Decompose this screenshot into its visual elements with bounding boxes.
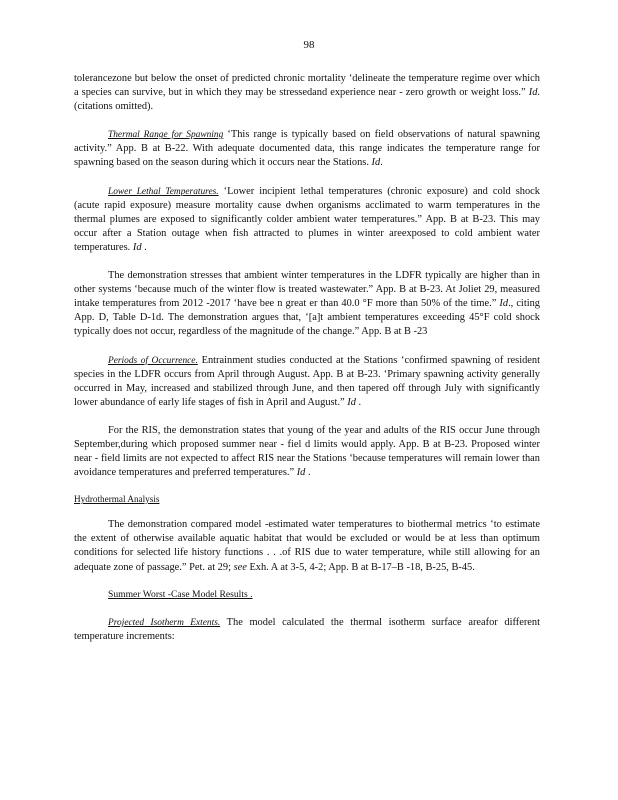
- paragraph-text-continued: Exh. A at 3-5, 4-2; App. B at B-17–B -18, B-25, B-45.: [246, 561, 475, 573]
- paragraph-text: Entrainment studies conducted at the Stations ‘confirmed spawning of resident species in the LDFR occurs from April through August. App. B at B-23. ‘Primary spawning activity generally occurred in May, increased and stabilized through June, and then tapered off through July with significantly lower abundance of early life stages of fish in April and August.”: [74, 354, 540, 408]
- document-body: [74, 72, 540, 658]
- paragraph-isotherm-extents: [74, 616, 540, 644]
- paragraph-text: The demonstration stresses that ambient winter temperatures in the LDFR typically are higher than in other systems ‘because much of the winter flow is treated wastewater.” App. B at B-23. At Joliet 29, measured intake temperatures from 2012 -2017 ‘have bee n great er than 40.0 °F more than 50% of the time.”: [74, 270, 540, 310]
- paragraph-periods-occurrence: [74, 354, 540, 410]
- paragraph-model-comparison: [74, 518, 540, 574]
- paragraph-ambient-winter: [74, 269, 540, 339]
- citation-id: Id: [296, 467, 306, 479]
- paragraph-tolerance-zone: [74, 72, 540, 114]
- paragraph-text: The demonstration compared model -estimated water temperatures to biothermal metrics ‘to estimate the extent of otherwise available aquatic habitat that would be excluded or would be at less than optimum conditions for selected life history functions . . .of RIS due to water temperature, while still allowing for an adequate zone of passage.” Pet. at 29;: [74, 519, 540, 573]
- paragraph-tail: .: [380, 157, 383, 169]
- paragraph-text: The model calculated the thermal isotherm surface areafor different temperature increments:: [74, 616, 540, 642]
- signal-see: see: [233, 561, 247, 573]
- inline-heading-lower-lethal: Lower Lethal Temperatures.: [108, 186, 219, 197]
- inline-heading-isotherm: Projected Isotherm Extents.: [108, 617, 221, 628]
- paragraph-text: ‘This range is typically based on field observations of natural spawning activity.” App. B at B-22. With adequate documented data, this range indicates the temperature range for spawning based on the season during which it occurs near the Stations.: [74, 129, 541, 169]
- citation-id: Id: [528, 87, 538, 99]
- paragraph-tail: .: [307, 467, 311, 479]
- inline-heading-periods: Periods of Occurrence.: [108, 355, 198, 366]
- paragraph-tail: .: [144, 241, 147, 253]
- citation-id: Id: [132, 241, 142, 253]
- paragraph-text: ‘Lower incipient lethal temperatures (chronic exposure) and cold shock (acute rapid exposure) measure mortality cause dwhen organisms acclimated to warm temperatures in the thermal plumes are exposed to significantly colder ambient water temperatures.” App. B at B-23. This may occur after a Station outage when fish attracted to plumes in winter areexposed to cold ambient water temperatures.: [74, 185, 540, 253]
- paragraph-text-continued: ., citing App. D, Table D-1d. The demonstration argues that, ‘[a]t ambient temperatures exceeding 45°F cold shock typically does not occur, regardless of the magnitude of the change.” App. B at B -23: [74, 298, 540, 338]
- citation-id: Id: [347, 396, 356, 408]
- page-number: 98: [303, 39, 315, 51]
- section-heading-hydrothermal: Hydrothermal Analysis: [74, 494, 160, 505]
- paragraph-lower-lethal: [74, 185, 540, 255]
- citation-id: Id: [499, 298, 509, 310]
- citation-id: Id: [371, 157, 381, 169]
- paragraph-text: For the RIS, the demonstration states that young of the year and adults of the RIS occur June through September,during which proposed summer near - fiel d limits would apply. App. B at B-23. Proposed winter near - field limits are not expected to affect RIS near the Stations ‘because temperatures will remain lower than avoidance temperatures and preferred temperatures.”: [74, 424, 540, 479]
- paragraph-tail: .: [358, 396, 362, 408]
- paragraph-thermal-range: [74, 128, 540, 170]
- paragraph-ris: [74, 424, 540, 480]
- inline-heading-thermal-range: Thermal Range for Spawning: [108, 130, 224, 141]
- paragraph-text: tolerancezone but below the onset of predicted chronic mortality ‘delineate the temperature regime over which a species can survive, but in which they may be stressedand experience near - zero growth or weight loss.”: [74, 73, 540, 99]
- subsection-heading-summer-worst-case: Summer Worst -Case Model Results .: [108, 588, 253, 600]
- paragraph-tail: . (citations omitted).: [74, 87, 540, 113]
